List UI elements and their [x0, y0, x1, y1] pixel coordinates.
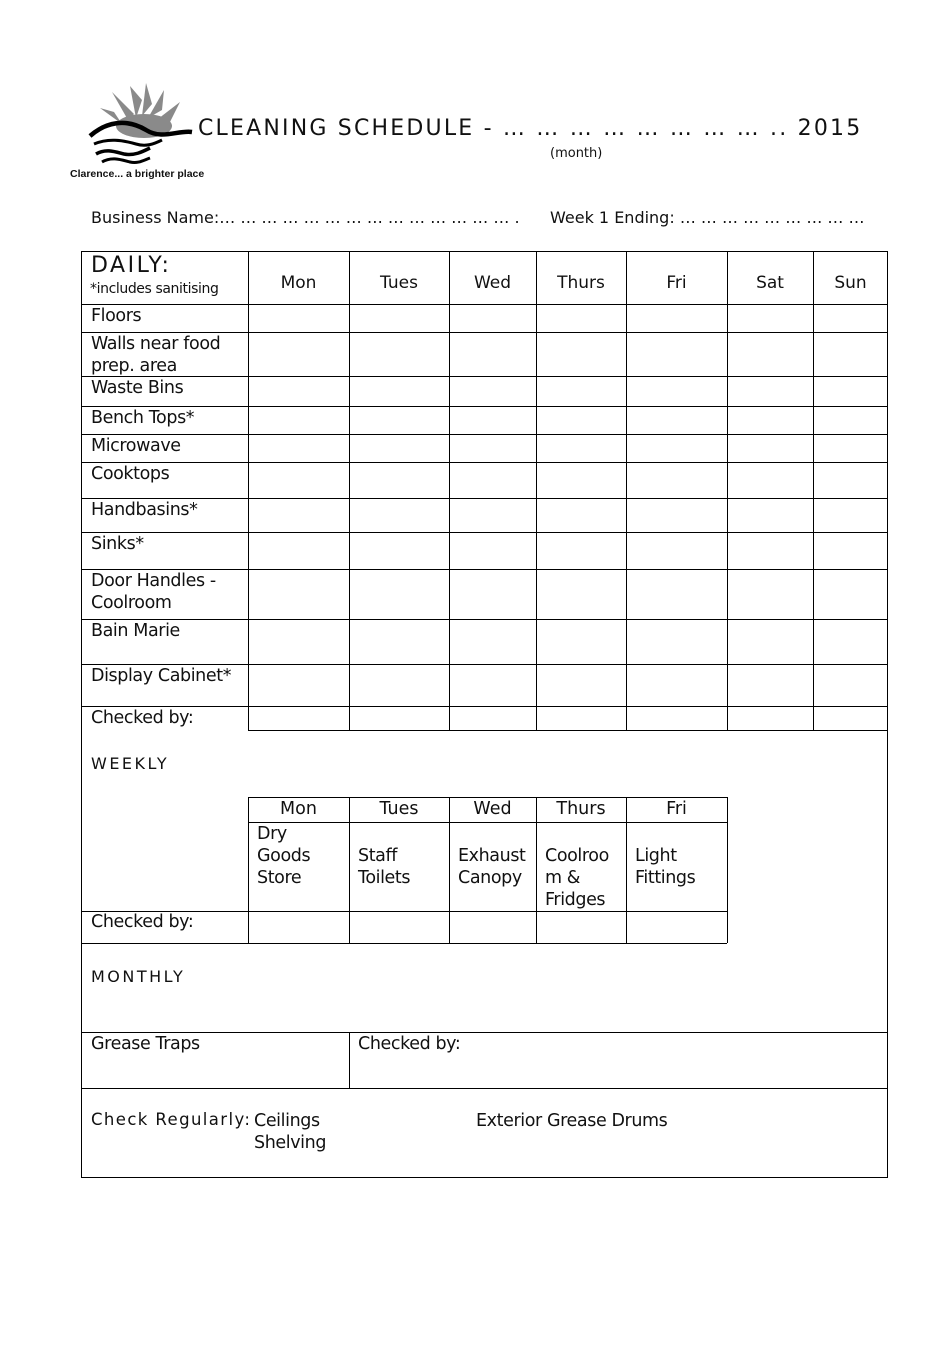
daily-check-cell[interactable]	[728, 499, 813, 532]
weekly-column-line	[727, 797, 728, 943]
daily-task-label: Microwave	[91, 436, 181, 456]
daily-check-cell[interactable]	[814, 377, 888, 406]
daily-check-cell[interactable]	[450, 665, 536, 706]
daily-check-cell[interactable]	[627, 707, 727, 730]
daily-check-cell[interactable]	[537, 463, 626, 498]
daily-check-cell[interactable]	[450, 620, 536, 664]
daily-check-cell[interactable]	[350, 407, 449, 434]
daily-check-cell[interactable]	[450, 377, 536, 406]
daily-check-cell[interactable]	[728, 570, 813, 619]
monthly-divider-mid	[349, 1032, 350, 1089]
monthly-heading: MONTHLY	[91, 967, 186, 986]
daily-check-cell[interactable]	[627, 533, 727, 569]
daily-check-cell[interactable]	[350, 570, 449, 619]
daily-check-cell[interactable]	[814, 333, 888, 376]
logo-tagline: Clarence... a brighter place	[70, 168, 205, 180]
weekly-day-header: Thurs	[556, 799, 606, 819]
daily-check-cell[interactable]	[627, 620, 727, 664]
weekly-task: Staff Toilets	[358, 846, 411, 888]
daily-day-header: Fri	[666, 273, 687, 293]
daily-day-header: Sun	[834, 273, 867, 293]
daily-check-cell[interactable]	[537, 707, 626, 730]
daily-heading: DAILY:	[91, 253, 172, 278]
daily-check-cell[interactable]	[814, 707, 888, 730]
daily-check-cell[interactable]	[450, 533, 536, 569]
daily-row-line	[248, 730, 888, 731]
daily-check-cell[interactable]	[537, 305, 626, 332]
daily-check-cell[interactable]	[814, 533, 888, 569]
monthly-task: Grease Traps	[91, 1034, 200, 1054]
daily-check-cell[interactable]	[350, 435, 449, 462]
daily-check-cell[interactable]	[728, 533, 813, 569]
daily-check-cell[interactable]	[537, 499, 626, 532]
weekly-checked-by[interactable]: Checked by:	[91, 912, 194, 932]
daily-task-label: Door Handles - Coolroom	[91, 571, 216, 613]
daily-check-cell[interactable]	[350, 499, 449, 532]
daily-check-cell[interactable]	[249, 305, 349, 332]
weekly-day-header: Fri	[666, 799, 687, 819]
daily-day-header: Tues	[380, 273, 418, 293]
daily-check-cell[interactable]	[814, 435, 888, 462]
daily-check-cell[interactable]	[350, 377, 449, 406]
daily-task-label: Handbasins*	[91, 500, 198, 520]
daily-check-cell[interactable]	[450, 570, 536, 619]
daily-check-cell[interactable]	[350, 463, 449, 498]
daily-check-cell[interactable]	[249, 620, 349, 664]
daily-check-cell[interactable]	[350, 305, 449, 332]
daily-check-cell[interactable]	[814, 499, 888, 532]
daily-check-cell[interactable]	[350, 620, 449, 664]
weekly-task: Light Fittings	[635, 846, 696, 888]
weekly-row-line	[248, 822, 727, 823]
daily-check-cell[interactable]	[450, 305, 536, 332]
weekly-task: Coolroo m & Fridges	[545, 846, 609, 910]
weekly-check-cell[interactable]	[627, 912, 727, 943]
weekly-day-header: Mon	[280, 799, 317, 819]
daily-check-cell[interactable]	[627, 435, 727, 462]
daily-check-cell[interactable]	[728, 707, 813, 730]
daily-check-cell[interactable]	[249, 435, 349, 462]
daily-check-cell[interactable]	[627, 463, 727, 498]
daily-check-cell[interactable]	[249, 333, 349, 376]
daily-check-cell[interactable]	[814, 305, 888, 332]
daily-check-cell[interactable]	[814, 407, 888, 434]
daily-check-cell[interactable]	[537, 620, 626, 664]
check-regularly-exterior: Exterior Grease Drums	[476, 1111, 668, 1131]
daily-task-label: Waste Bins	[91, 378, 184, 398]
daily-task-label: Cooktops	[91, 464, 170, 484]
daily-check-cell[interactable]	[627, 499, 727, 532]
daily-checked-by[interactable]: Checked by:	[91, 708, 194, 728]
daily-check-cell[interactable]	[249, 665, 349, 706]
daily-check-cell[interactable]	[350, 665, 449, 706]
daily-check-cell[interactable]	[249, 463, 349, 498]
daily-check-cell[interactable]	[537, 665, 626, 706]
daily-check-cell[interactable]	[627, 407, 727, 434]
daily-day-header: Wed	[473, 273, 512, 293]
daily-check-cell[interactable]	[537, 570, 626, 619]
daily-day-header: Sat	[756, 273, 784, 293]
monthly-checked-by[interactable]: Checked by:	[358, 1034, 461, 1054]
daily-check-cell[interactable]	[814, 620, 888, 664]
daily-check-cell[interactable]	[627, 570, 727, 619]
daily-check-cell[interactable]	[728, 333, 813, 376]
daily-task-label: Walls near food prep. area	[91, 334, 221, 376]
daily-check-cell[interactable]	[537, 533, 626, 569]
daily-check-cell[interactable]	[728, 305, 813, 332]
weekly-check-cell[interactable]	[537, 912, 626, 943]
daily-check-cell[interactable]	[249, 407, 349, 434]
daily-task-label: Bain Marie	[91, 621, 180, 641]
daily-task-label: Floors	[91, 306, 142, 326]
daily-check-cell[interactable]	[814, 570, 888, 619]
daily-check-cell[interactable]	[450, 333, 536, 376]
daily-check-cell[interactable]	[627, 665, 727, 706]
daily-check-cell[interactable]	[728, 407, 813, 434]
daily-check-cell[interactable]	[450, 499, 536, 532]
daily-note: *includes sanitising	[90, 281, 219, 297]
page-title: CLEANING SCHEDULE - … … … … … … … … .. 2015	[198, 116, 863, 141]
daily-check-cell[interactable]	[814, 463, 888, 498]
check-regularly-label: Check Regularly:	[91, 1110, 252, 1129]
monthly-divider-top	[81, 1032, 888, 1033]
weekly-task: Dry Goods Store	[257, 824, 311, 888]
daily-task-label: Display Cabinet*	[91, 666, 232, 686]
daily-check-cell[interactable]	[450, 463, 536, 498]
weekly-check-cell[interactable]	[249, 912, 349, 943]
check-regularly-items: Ceilings Shelving	[254, 1111, 327, 1153]
daily-check-cell[interactable]	[627, 305, 727, 332]
weekly-day-header: Tues	[379, 799, 419, 819]
daily-check-cell[interactable]	[537, 435, 626, 462]
daily-check-cell[interactable]	[350, 707, 449, 730]
daily-check-cell[interactable]	[350, 533, 449, 569]
weekly-row-line	[81, 943, 249, 944]
month-note: (month)	[550, 146, 603, 161]
weekly-task: Exhaust Canopy	[458, 846, 526, 888]
weekly-check-cell[interactable]	[450, 912, 536, 943]
daily-day-header: Thurs	[557, 273, 605, 293]
monthly-divider-bottom	[81, 1088, 888, 1089]
weekly-day-header: Wed	[473, 799, 512, 819]
daily-check-cell[interactable]	[249, 570, 349, 619]
daily-check-cell[interactable]	[728, 377, 813, 406]
daily-check-cell[interactable]	[249, 377, 349, 406]
daily-check-cell[interactable]	[728, 463, 813, 498]
daily-check-cell[interactable]	[350, 333, 449, 376]
daily-check-cell[interactable]	[728, 435, 813, 462]
week-ending-field[interactable]: Week 1 Ending: … … … … … … … … …	[550, 208, 865, 227]
weekly-heading: WEEKLY	[91, 754, 170, 773]
daily-check-cell[interactable]	[450, 707, 536, 730]
daily-check-cell[interactable]	[627, 333, 727, 376]
daily-task-label: Sinks*	[91, 534, 144, 554]
daily-check-cell[interactable]	[450, 407, 536, 434]
daily-check-cell[interactable]	[627, 377, 727, 406]
weekly-check-cell[interactable]	[350, 912, 449, 943]
daily-task-label: Bench Tops*	[91, 408, 195, 428]
daily-day-header: Mon	[280, 273, 317, 293]
daily-check-cell[interactable]	[249, 707, 349, 730]
daily-check-cell[interactable]	[728, 665, 813, 706]
business-name-field[interactable]: Business Name:… … … … … … … … … … … … … … .	[91, 208, 520, 227]
daily-check-cell[interactable]	[450, 435, 536, 462]
daily-check-cell[interactable]	[537, 407, 626, 434]
daily-check-cell[interactable]	[537, 377, 626, 406]
daily-check-cell[interactable]	[537, 333, 626, 376]
daily-check-cell[interactable]	[728, 620, 813, 664]
daily-check-cell[interactable]	[249, 499, 349, 532]
daily-check-cell[interactable]	[249, 533, 349, 569]
daily-check-cell[interactable]	[814, 665, 888, 706]
weekly-row-line	[248, 943, 727, 944]
